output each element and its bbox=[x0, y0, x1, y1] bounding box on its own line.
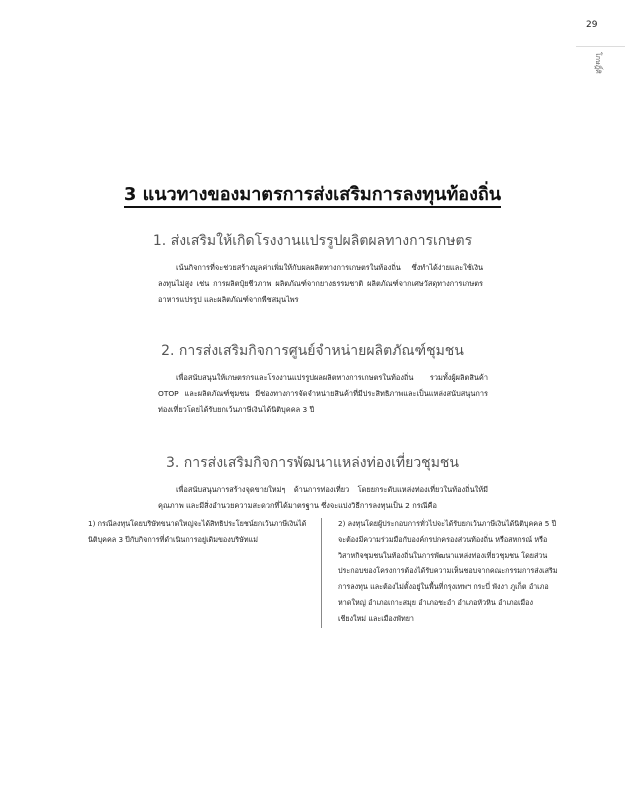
section-agri-processing bbox=[0, 230, 625, 308]
header-rule bbox=[576, 46, 625, 47]
page-title bbox=[0, 170, 625, 208]
section-body: เพื่อสนับสนุนการสร้างจุดขายใหม่ๆ ด้านการท่องเที่ยว โดยยกระดับแหล่งท่องเที่ยวในท้องถิ่นให้มีคุณภาพ และมีสิ่งอำนวยความสะดวกที่ได้มาตรฐาน ซึ่งจะแบ่งวิธีการลงทุนเป็น 2 กรณีคือ bbox=[158, 485, 488, 510]
section-heading: 1. ส่งเสริมให้เกิดโรงงานแปรรูปผลิตผลทางการเกษตร bbox=[152, 233, 473, 249]
column-divider bbox=[321, 518, 322, 628]
case-large-company: 1) กรณีลงทุนโดยบริษัทขนาดใหญ่จะได้สิทธิประโยชน์ยกเว้นภาษีเงินได้นิติบุคคล 3 ปีกับกิจการที่ดำเนินการอยู่เดิมของบริษัทแม่ bbox=[88, 519, 307, 544]
page-number: 29 bbox=[586, 20, 598, 30]
case-general-operator: 2) ลงทุนโดยผู้ประกอบการทั่วไปจะได้รับยกเว้นภาษีเงินได้นิติบุคคล 5 ปี จะต้องมีความร่วมมือกับองค์กรปกครองส่วนท้องถิ่น หรือสหกรณ์ หรือวิสาหกิจชุมชนในท้องถิ่นในการพัฒนาแหล่งท่องเที่ยวชุมชน โดยส่วนประกอบของโครงการต้องได้รับความเห็นชอบจากคณะกรรมการส่งเสริมการลงทุน และต้องไม่ตั้งอยู่ในพื้นที่กรุงเทพฯ กระบี่ พังงา ภูเก็ต อำเภอหาดใหญ่ อำเภอเกาะสมุย อำเภอชะอำ อำเภอหัวหิน อำเภอเมืองเชียงใหม่ และเมืองพัทยา bbox=[338, 519, 558, 623]
section-body: เน้นกิจการที่จะช่วยสร้างมูลค่าเพิ่มให้กับผลผลิตทางการเกษตรในท้องถิ่น ซึ่งทำได้ง่ายและใช้เงินลงทุนไม่สูง เช่น การผลิตปุ๋ยชีวภาพ ผลิตภัณฑ์จากยางธรรมชาติ ผลิตภัณฑ์จากเศษวัสดุทางการเกษตร อาหารแปรรูป และผลิตภัณฑ์จากพืชสมุนไพร bbox=[158, 263, 483, 304]
page-title-text: 3 แนวทางของมาตรการส่งเสริมการลงทุนท้องถิ่น bbox=[124, 184, 501, 208]
section-community-tourism bbox=[0, 452, 625, 514]
section-heading: 2. การส่งเสริมกิจการศูนย์จำหน่ายผลิตภัณฑ์ชุมชน bbox=[161, 343, 464, 359]
section-body: เพื่อสนับสนุนให้เกษตรกรและโรงงานแปรรูปผลผลิตทางการเกษตรในท้องถิ่น รวมทั้งผู้ผลิตสินค้า OTOP และผลิตภัณฑ์ชุมชน มีช่องทางการจัดจำหน่ายสินค้าที่มีประสิทธิภาพและเป็นแหล่งสนับสนุนการท่องเที่ยวโดยได้รับยกเว้นภาษีเงินได้นิติบุคคล 3 ปี bbox=[158, 373, 488, 414]
section-community-products bbox=[0, 340, 625, 418]
section-heading: 3. การส่งเสริมกิจการพัฒนาแหล่งท่องเที่ยวชุมชน bbox=[166, 455, 459, 471]
side-tab-label: โกษฎิ์ศิ bbox=[594, 52, 602, 74]
